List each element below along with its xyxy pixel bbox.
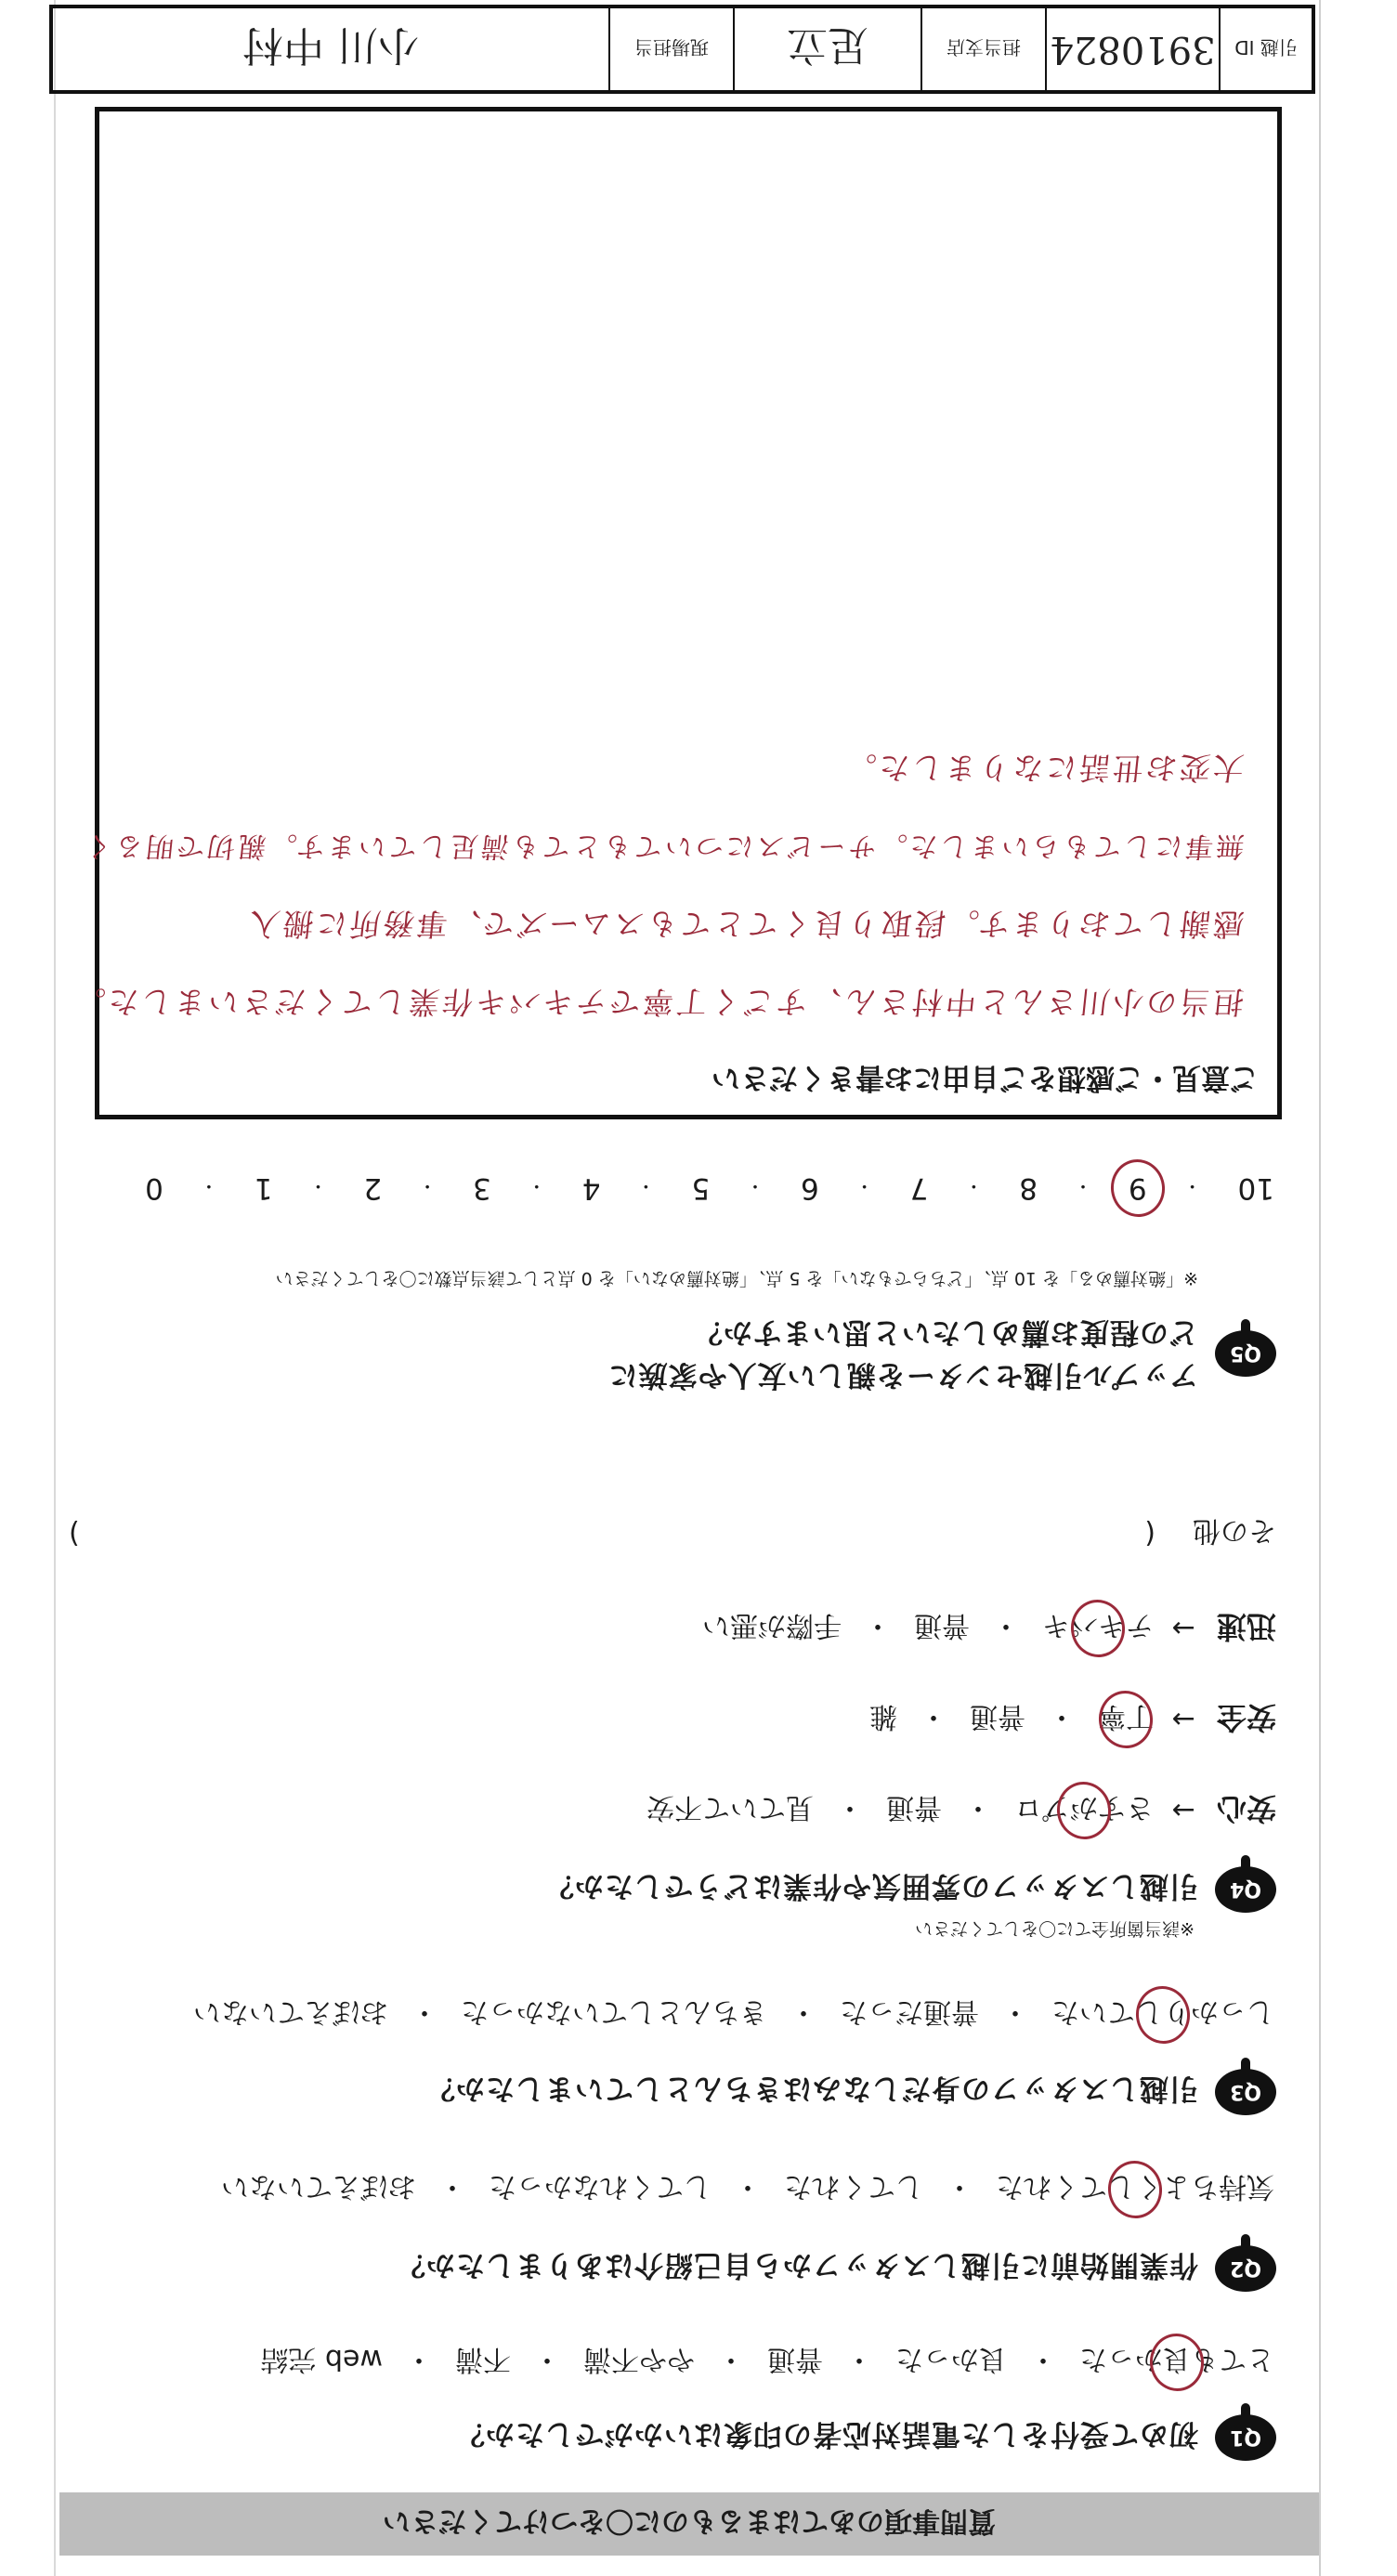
q5-note: ※「絶対薦める」を 10 点、「どちらでもない」を 5 点、「絶対薦めない」を 0 点として該当点数に〇をしてください <box>275 1268 1198 1288</box>
comment-box[interactable] <box>70 107 1282 1119</box>
q2-options: 気持ちよくしてくれた ・ してくれた ・ してくれなかった ・ おぼえていない <box>59 2167 1276 2212</box>
close-paren: ) <box>69 1517 80 1550</box>
q5-score-1[interactable]: 1 <box>254 1171 273 1205</box>
q4-item-3-option-1[interactable]: テキパキ <box>1040 1608 1155 1649</box>
q3-question: 引越しスタッフの身だしなみはきちんとしていましたか？ <box>425 2072 1198 2106</box>
q4-item-3-head: 迅速 <box>1216 1609 1276 1644</box>
leader-label-cell <box>610 8 735 90</box>
q1-option-3[interactable]: 普通 <box>767 2343 823 2375</box>
q4-item-2-option-3[interactable]: 雑 <box>869 1700 897 1733</box>
branch-value: 足立 <box>787 21 868 69</box>
q1-option-5[interactable]: 不満 <box>455 2343 511 2375</box>
leader-value: 小川 中村 <box>242 21 419 69</box>
q5-score-7[interactable]: 7 <box>909 1171 929 1205</box>
q5-score-8[interactable]: 8 <box>1019 1171 1038 1205</box>
q4-item-1-option-1[interactable]: さすがプロ <box>1012 1790 1155 1831</box>
q4-note: ※該当箇所全てに〇をしてください <box>915 1918 1195 1939</box>
q2-option-1[interactable]: 気持ちよくしてくれた <box>994 2169 1276 2210</box>
arrow-right-icon: → <box>1171 1703 1195 1736</box>
q5-score-2[interactable]: 2 <box>363 1171 383 1205</box>
handwritten-line-2: 感謝しております。段取り良くてとてもスムーズで、事務所に搬入 <box>244 906 1247 942</box>
q4-question-row <box>115 1861 1276 1918</box>
q3-question-row <box>115 2063 1276 2121</box>
q5-question-line2: どの程度お薦めしたいと思いますか？ <box>693 1315 1198 1349</box>
q5-score-0[interactable]: 0 <box>145 1171 163 1205</box>
q5-score-4[interactable]: 4 <box>581 1171 601 1205</box>
q4-item-anzen: 安全 → 丁寧 ・ 普通 ・ 雑 <box>162 1697 1276 1742</box>
q4-item-1-option-3[interactable]: 見ていて不安 <box>646 1791 814 1824</box>
q2-badge: Q2 <box>1215 2245 1276 2292</box>
branch-value-cell <box>735 8 922 90</box>
branch-label-cell <box>922 8 1047 90</box>
q5-score-10[interactable]: 10 <box>1237 1171 1274 1205</box>
q1-question: 初めて受付をした電話対応者の印象はいかがでしたか？ <box>455 2417 1198 2452</box>
id-value: 3910824 <box>1050 28 1216 71</box>
id-value-cell <box>1047 8 1221 90</box>
q4-other-row <box>69 1511 1276 1556</box>
handwritten-line-1: 担当の小川さんと中村さん、すごく丁寧でテキパキ作業してくださいました。 <box>70 984 1247 1020</box>
q5-question-row <box>115 1309 1276 1398</box>
q5-score-9[interactable]: 9 <box>1128 1171 1147 1205</box>
q5-score-5[interactable]: 5 <box>691 1171 711 1205</box>
q4-item-1-head: 安心 <box>1216 1791 1276 1826</box>
header-table <box>49 5 1315 94</box>
q3-badge: Q3 <box>1215 2069 1276 2115</box>
branch-label: 担当支店 <box>947 36 1021 59</box>
q1-option-6[interactable]: web 完結 <box>260 2343 383 2375</box>
leader-label: 現場担当 <box>634 36 709 59</box>
q2-question-row <box>115 2240 1276 2297</box>
q1-badge: Q1 <box>1215 2414 1276 2461</box>
q1-option-4[interactable]: やや不満 <box>583 2343 695 2375</box>
q4-item-3-option-2[interactable]: 普通 <box>914 1609 970 1641</box>
q3-options: しっかりしていた ・ 普通だった ・ きちんとしていなかった ・ おぼえていない <box>59 1993 1276 2037</box>
q2-option-3[interactable]: してくれなかった <box>489 2170 712 2203</box>
q1-option-1[interactable]: とても良かった <box>1077 2342 1276 2383</box>
q4-item-1-option-2[interactable]: 普通 <box>886 1791 942 1824</box>
q1-question-row <box>115 2409 1276 2466</box>
q1-options: とても良かった ・ 良かった ・ 普通 ・ やや不満 ・ 不満 ・ web 完結 <box>59 2340 1276 2385</box>
arrow-right-icon: → <box>1171 1794 1195 1827</box>
q4-item-jinsoku: 迅速 → テキパキ ・ 普通 ・ 手際が悪い <box>162 1606 1276 1651</box>
q5-score-6[interactable]: 6 <box>800 1171 819 1205</box>
leader-value-cell <box>53 8 610 90</box>
q4-item-2-head: 安全 <box>1216 1700 1276 1735</box>
id-label-cell <box>1221 8 1312 90</box>
q5-question <box>608 1311 1198 1396</box>
q4-item-2-option-2[interactable]: 普通 <box>970 1700 1025 1733</box>
q5-scale: 10 ・ 9 ・ 8 ・ 7 ・ 6 ・ 5 ・ 4 ・ 3 ・ 2 ・ 1 ・ 0 <box>145 1171 1274 1205</box>
q4-item-anshin: 安心 → さすがプロ ・ 普通 ・ 見ていて不安 <box>162 1788 1276 1833</box>
q3-option-1[interactable]: しっかりしていた <box>1050 1994 1276 2035</box>
q4-badge: Q4 <box>1215 1866 1276 1913</box>
q4-item-3-option-3[interactable]: 手際が悪い <box>702 1609 842 1641</box>
comment-title: ご意見・ご感想をご自由にお書きください <box>712 1061 1259 1094</box>
arrow-right-icon: → <box>1171 1612 1195 1645</box>
handwritten-line-3: 無事にしてもらいました。サービスについてもとても満足しています。親切で明るく <box>80 830 1247 862</box>
q3-option-2[interactable]: 普通だった <box>840 1995 979 2028</box>
q4-other-label: その他 <box>1193 1514 1276 1547</box>
open-paren: ( <box>1144 1517 1155 1550</box>
q4-item-2-option-1[interactable]: 丁寧 <box>1096 1699 1155 1740</box>
q2-option-4[interactable]: おぼえていない <box>221 2170 416 2203</box>
q5-question-line1: アップル引越センターを親しい友人や家族に <box>607 1358 1198 1392</box>
q3-option-4[interactable]: おぼえていない <box>193 1995 388 2028</box>
instruction-banner: 質問事項のあてはまるものに〇をつけてください <box>59 2492 1319 2556</box>
q5-score-3[interactable]: 3 <box>473 1171 491 1205</box>
q5-badge: Q5 <box>1215 1330 1276 1377</box>
q2-question: 作業開始前に引越しスタッフから自己紹介はありましたか？ <box>396 2248 1198 2282</box>
q3-option-3[interactable]: きちんとしていなかった <box>461 1995 767 2028</box>
handwritten-line-4: 大変お世話になりました。 <box>841 750 1247 786</box>
id-label: 引越 ID <box>1234 36 1298 59</box>
q4-question: 引越しスタッフの雰囲気や作業はどうでしたか？ <box>544 1869 1198 1903</box>
q2-option-2[interactable]: してくれた <box>784 2170 923 2203</box>
q1-option-2[interactable]: 良かった <box>895 2343 1007 2375</box>
